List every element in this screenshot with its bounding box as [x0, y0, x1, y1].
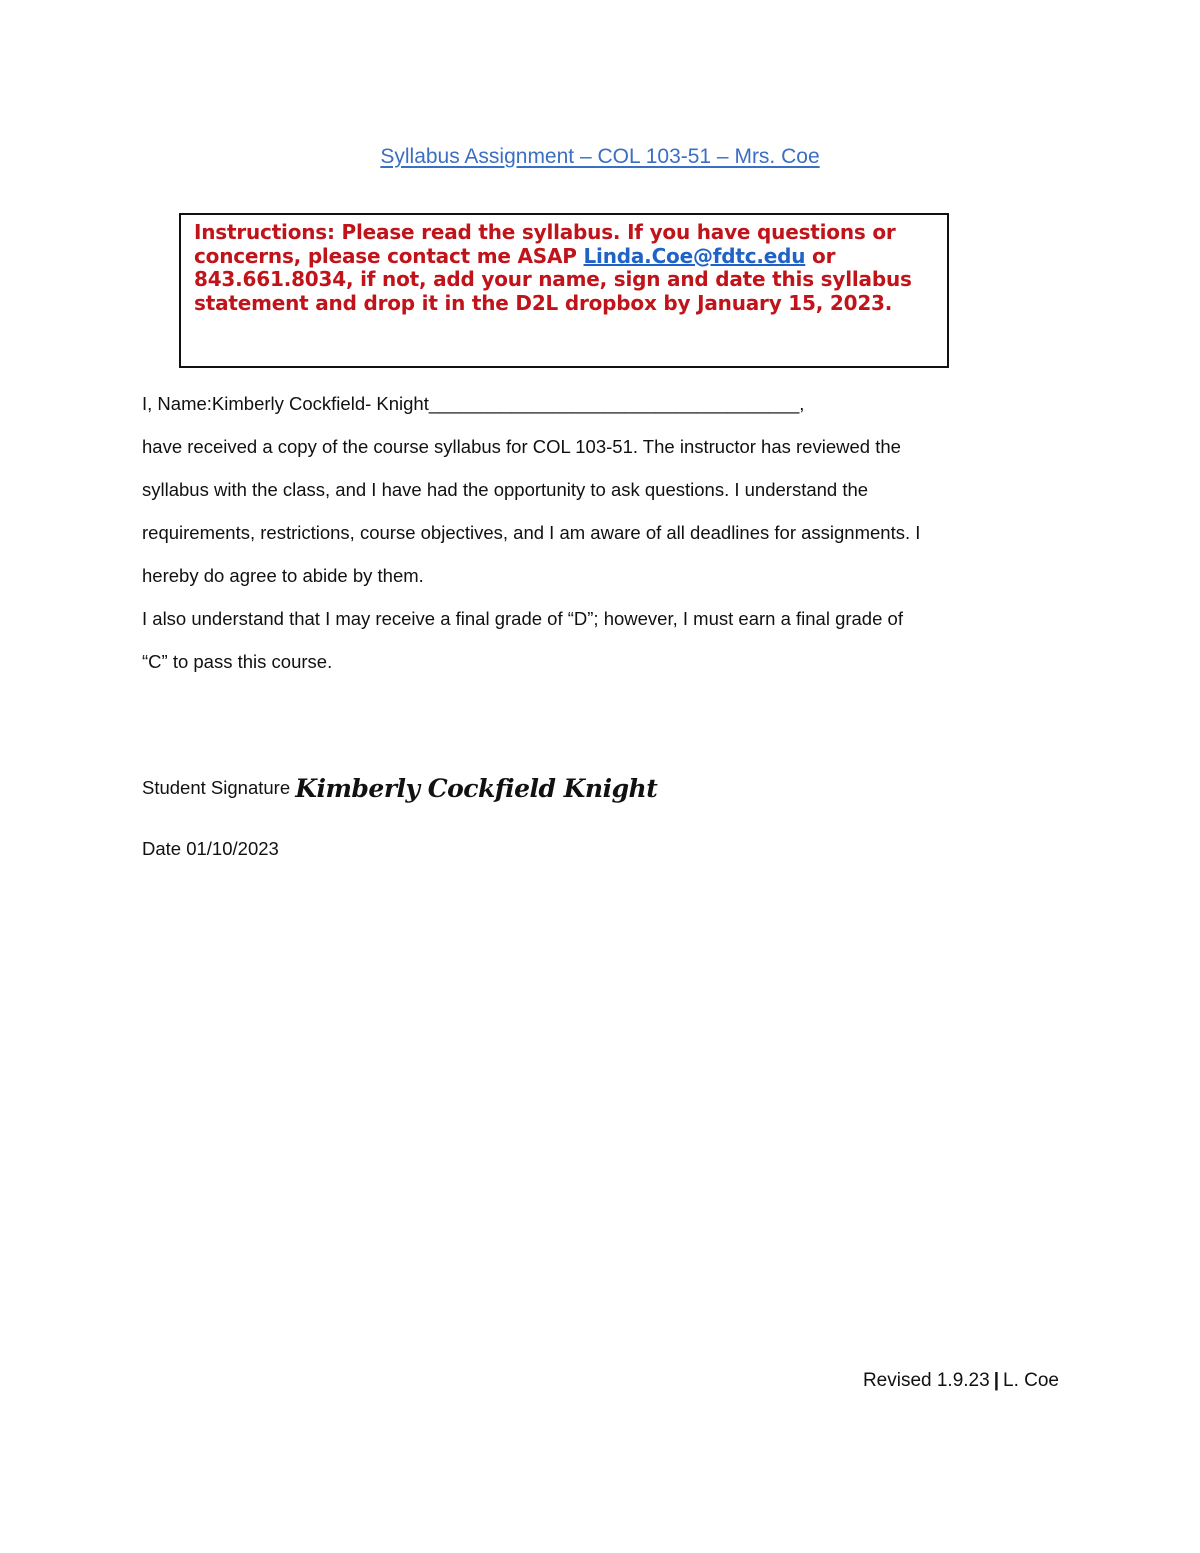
email-link[interactable]: Linda.Coe@fdtc.edu: [583, 243, 806, 268]
signature-label: Student Signature: [142, 777, 296, 798]
name-label: I, Name:: [142, 393, 212, 414]
body-line-5: I also understand that I may receive a final grade of “D”; however, I must earn a final grade of: [142, 608, 903, 629]
instructions-part-2: or 843.661.8034, if not, add your name, sign and date this syllabus statement and drop it in the D2L dropbox by January 15, 2023.: [194, 243, 912, 315]
date-value: 01/10/2023: [186, 838, 279, 859]
body-line-2: syllabus with the class, and I have had the opportunity to ask questions. I understand the: [142, 479, 869, 500]
page-footer: [863, 1370, 1059, 1392]
document-title: Syllabus Assignment – COL 103-51 – Mrs. Coe: [380, 145, 820, 168]
student-signature: Kimberly Cockfield Knight: [295, 774, 658, 803]
instructions-text: [194, 221, 939, 315]
footer-revised: Revised 1.9.23: [862, 1370, 990, 1391]
footer-separator: |: [993, 1370, 1000, 1391]
instructions-part-1: Instructions: Please read the syllabus. If you have questions or concerns, please contact me ASAP: [194, 220, 896, 268]
name-line: [142, 393, 804, 415]
body-line-6: “C” to pass this course.: [142, 651, 333, 672]
date-label: Date: [142, 838, 187, 859]
date-line: [142, 838, 279, 860]
signature-line: [142, 774, 657, 803]
body-line-1: have received a copy of the course syllabus for COL 103-51. The instructor has reviewed the: [142, 436, 901, 457]
student-name: Kimberly Cockfield- Knight: [211, 393, 429, 414]
body-line-4: hereby do agree to abide by them.: [142, 565, 424, 586]
name-blank-line: ____________________________________,: [428, 393, 805, 414]
body-line-3: requirements, restrictions, course objectives, and I am aware of all deadlines for assignments. I: [142, 522, 921, 543]
footer-author: L. Coe: [1003, 1370, 1059, 1391]
